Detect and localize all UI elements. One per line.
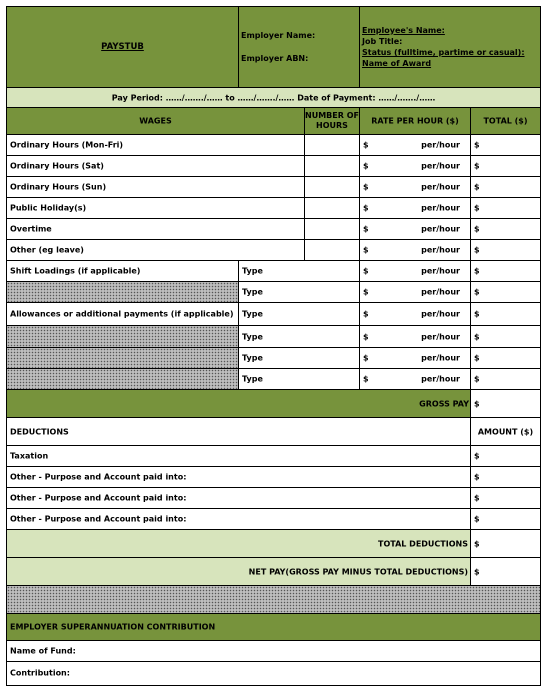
header-row	[7, 7, 540, 88]
amount-field[interactable]: $	[474, 472, 480, 482]
type-field[interactable]: Type	[239, 282, 360, 302]
type-field[interactable]: Type	[239, 326, 360, 347]
rate-field[interactable]: $ per/hour	[360, 303, 471, 325]
total-field[interactable]: $	[474, 224, 480, 234]
amount-field[interactable]: $	[474, 493, 480, 503]
award-label: Name of Award	[362, 59, 432, 68]
deduction-label: Other - Purpose and Account paid into:	[10, 514, 187, 524]
wage-label: Public Holiday(s)	[10, 203, 87, 213]
total-deductions-label: TOTAL DEDUCTIONS	[378, 539, 468, 548]
hatched-cell	[7, 369, 239, 389]
wage-label: Ordinary Hours (Sun)	[10, 182, 107, 192]
allowances-label: Allowances or additional payments (if applicable)	[10, 309, 234, 319]
type-field[interactable]: Type	[239, 348, 360, 368]
rate-column-header: RATE PER HOUR ($)	[371, 116, 459, 126]
page-title: PAYSTUB	[101, 42, 144, 52]
pay-period-text: Pay Period: ……/……./…… to ……/……./…… Date of Payment: ……/……./……	[111, 93, 436, 102]
rate-field[interactable]: $ per/hour	[360, 240, 471, 260]
hatched-cell	[7, 348, 239, 368]
gross-pay-field[interactable]: $	[474, 399, 480, 408]
table-row	[7, 488, 540, 509]
hours-field[interactable]	[305, 198, 360, 218]
wage-label: Ordinary Hours (Mon-Fri)	[10, 140, 124, 150]
deduction-label: Other - Purpose and Account paid into:	[10, 472, 187, 482]
rate-field[interactable]: $ per/hour	[360, 156, 471, 176]
employee-info-cell	[360, 7, 540, 87]
paystub-form	[6, 6, 541, 686]
wages-header-row	[7, 108, 540, 135]
gross-pay-row	[7, 390, 540, 418]
total-field[interactable]: $	[474, 287, 480, 297]
deductions-header-row	[7, 418, 540, 446]
table-row	[7, 219, 540, 240]
table-row	[7, 467, 540, 488]
gross-pay-label: GROSS PAY	[419, 399, 469, 408]
hatched-cell	[7, 326, 239, 347]
net-pay-label: NET PAY(GROSS PAY MINUS TOTAL DEDUCTIONS)	[248, 567, 468, 576]
table-row	[7, 282, 540, 303]
total-column-header: TOTAL ($)	[483, 116, 528, 126]
table-row	[7, 177, 540, 198]
pay-period-row	[7, 88, 540, 108]
table-row	[7, 198, 540, 219]
total-field[interactable]: $	[474, 266, 480, 276]
net-pay-row	[7, 558, 540, 586]
rate-field[interactable]: $ per/hour	[360, 369, 471, 389]
table-row	[7, 369, 540, 390]
amount-field[interactable]: $	[474, 514, 480, 524]
rate-field[interactable]: $ per/hour	[360, 219, 471, 239]
type-field[interactable]: Type	[239, 303, 360, 325]
table-row	[7, 446, 540, 467]
total-field[interactable]: $	[474, 182, 480, 192]
deductions-title: DEDUCTIONS	[10, 427, 69, 436]
hours-field[interactable]	[305, 156, 360, 176]
employer-info-cell	[239, 7, 360, 87]
total-field[interactable]: $	[474, 245, 480, 255]
super-title: EMPLOYER SUPERANNUATION CONTRIBUTION	[10, 622, 216, 632]
rate-field[interactable]: $ per/hour	[360, 177, 471, 197]
deduction-label: Other - Purpose and Account paid into:	[10, 493, 187, 503]
fund-name-label: Name of Fund:	[10, 646, 76, 656]
job-title-label: Job Title:	[362, 37, 403, 46]
employee-name-label: Employee's Name:	[362, 26, 445, 35]
total-field[interactable]: $	[474, 353, 480, 363]
status-label: Status (fulltime, partime or casual):	[362, 48, 525, 57]
contribution-label: Contribution:	[10, 668, 70, 678]
hatched-separator	[7, 586, 540, 614]
hours-field[interactable]	[305, 219, 360, 239]
total-field[interactable]: $	[474, 332, 480, 341]
type-field[interactable]: Type	[239, 261, 360, 281]
rate-field[interactable]: $ per/hour	[360, 135, 471, 155]
super-fund-row[interactable]	[7, 641, 540, 662]
table-row	[7, 509, 540, 530]
total-field[interactable]: $	[474, 203, 480, 213]
total-field[interactable]: $	[474, 161, 480, 171]
employer-name-label: Employer Name:	[241, 31, 316, 40]
deduction-label: Taxation	[10, 451, 49, 461]
wage-label: Overtime	[10, 224, 52, 234]
hours-field[interactable]	[305, 177, 360, 197]
rate-field[interactable]: $ per/hour	[360, 198, 471, 218]
hours-field[interactable]	[305, 240, 360, 260]
total-field[interactable]: $	[474, 374, 480, 384]
rate-field[interactable]: $ per/hour	[360, 326, 471, 347]
wage-label: Other (eg leave)	[10, 245, 84, 255]
net-pay-field[interactable]: $	[474, 567, 480, 576]
hatched-cell	[7, 282, 239, 302]
super-contribution-row[interactable]	[7, 662, 540, 684]
total-deductions-row	[7, 530, 540, 558]
table-row	[7, 240, 540, 261]
employer-abn-label: Employer ABN:	[241, 54, 309, 63]
amount-column-header: AMOUNT ($)	[477, 427, 534, 436]
hours-column-header: NUMBER OF HOURS	[305, 111, 359, 130]
table-row	[7, 326, 540, 348]
super-header-row	[7, 614, 540, 641]
type-field[interactable]: Type	[239, 369, 360, 389]
wage-label: Ordinary Hours (Sat)	[10, 161, 104, 171]
table-row	[7, 261, 540, 282]
shift-loadings-label: Shift Loadings (if applicable)	[10, 266, 141, 276]
rate-field[interactable]: $ per/hour	[360, 261, 471, 281]
rate-field[interactable]: $ per/hour	[360, 348, 471, 368]
table-row	[7, 156, 540, 177]
total-deductions-field[interactable]: $	[474, 539, 480, 548]
total-field[interactable]: $	[474, 309, 480, 319]
total-field[interactable]: $	[474, 140, 480, 150]
table-row	[7, 303, 540, 326]
table-row	[7, 135, 540, 156]
rate-field[interactable]: $ per/hour	[360, 282, 471, 302]
amount-field[interactable]: $	[474, 451, 480, 461]
wages-column-header: WAGES	[139, 116, 172, 126]
header-title-cell	[7, 7, 239, 87]
hours-field[interactable]	[305, 135, 360, 155]
table-row	[7, 348, 540, 369]
